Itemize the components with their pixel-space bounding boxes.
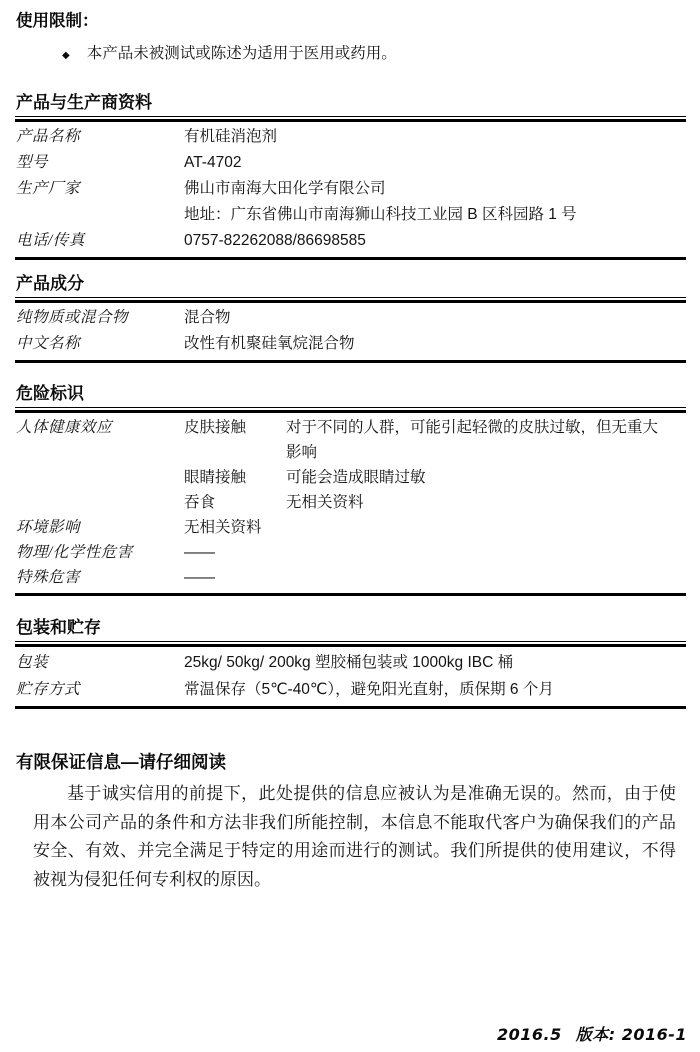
product-manufacturer-section <box>15 92 686 260</box>
row-label: 型号 <box>16 154 49 171</box>
table-row <box>16 565 686 590</box>
row-label <box>16 490 184 515</box>
table-row <box>16 305 686 331</box>
row-value: 可能会造成眼睛过敏 <box>286 469 426 486</box>
row-value: 有机硅消泡剂 <box>184 128 278 145</box>
footer-version <box>497 1022 687 1045</box>
usage-restrictions-section <box>15 11 686 66</box>
table-row <box>16 228 686 254</box>
footer-version-label: 版本: 2016-1 <box>575 1025 687 1044</box>
row-value: 25kg/ 50kg/ 200kg 塑胶桶包装或 1000kg IBC 桶 <box>184 654 514 671</box>
row-label: 贮存方式 <box>16 681 81 698</box>
row-value <box>286 540 662 565</box>
usage-restriction-text: 本产品未被测试或陈述为适用于医用或药用。 <box>86 45 397 62</box>
table-row <box>16 176 686 202</box>
row-sublabel: —— <box>184 569 215 586</box>
product-info-table <box>15 119 686 260</box>
row-value: AT-4702 <box>184 154 242 171</box>
row-label: 特殊危害 <box>16 569 81 586</box>
row-label: 物理/化学性危害 <box>16 544 133 561</box>
row-label: 包装 <box>16 654 49 671</box>
composition-table <box>15 300 686 363</box>
usage-restriction-item <box>15 43 686 66</box>
row-value: 佛山市南海大田化学有限公司 <box>184 180 386 197</box>
hazard-identification-section <box>15 383 686 596</box>
row-sublabel: 吞食 <box>184 494 216 511</box>
row-sublabel: 皮肤接触 <box>184 419 247 436</box>
row-sublabel: —— <box>184 544 215 561</box>
row-label: 中文名称 <box>16 335 81 352</box>
footer-date: 2016.5 <box>496 1025 562 1044</box>
row-label: 电话/传真 <box>16 232 85 249</box>
hazard-identification-heading: 危险标识 <box>15 383 686 408</box>
row-label: 产品名称 <box>16 128 81 145</box>
row-label <box>16 465 184 490</box>
product-composition-section <box>15 273 686 363</box>
warranty-section <box>15 751 686 894</box>
warranty-paragraph: 基于诚实信用的前提下，此处提供的信息应被认为是准确无误的。然而，由于使用本公司产品的条件和方法非我们所能控制，本信息不能取代客户为确保我们的产品安全、有效、并完全满足于特定的用途而进行的测试。我们所提供的使用建议，不得被视为侵犯任何专利权的原因。 <box>33 784 676 889</box>
table-row <box>16 515 686 540</box>
row-label: 纯物质或混合物 <box>16 309 129 326</box>
diamond-bullet-icon: ◆ <box>62 50 70 61</box>
warranty-heading: 有限保证信息—请仔细阅读 <box>16 752 226 772</box>
row-value: 改性有机聚硅氧烷混合物 <box>184 335 355 352</box>
product-composition-heading: 产品成分 <box>15 273 686 298</box>
product-manufacturer-heading: 产品与生产商资料 <box>15 92 686 117</box>
row-value: 无相关资料 <box>286 494 364 511</box>
row-value <box>286 565 662 590</box>
row-label: 生产厂家 <box>16 180 81 197</box>
packaging-table <box>15 644 686 709</box>
row-label: 环境影响 <box>16 519 81 536</box>
table-row <box>16 676 686 703</box>
usage-restrictions-heading: 使用限制： <box>16 12 99 30</box>
table-row <box>16 202 686 228</box>
row-value <box>286 515 662 540</box>
row-value: 地址：广东省佛山市南海狮山科技工业园 B 区科园路 1 号 <box>184 206 577 223</box>
row-value: 对于不同的人群，可能引起轻微的皮肤过敏，但无重大影响 <box>286 419 659 461</box>
table-row <box>16 649 686 676</box>
table-row <box>16 415 686 465</box>
table-row <box>16 331 686 357</box>
row-label <box>16 202 184 228</box>
table-row <box>16 150 686 176</box>
table-row <box>16 465 686 490</box>
packaging-storage-heading: 包装和贮存 <box>15 617 686 642</box>
row-label: 人体健康效应 <box>16 419 113 436</box>
row-value: 0757-82262088/86698585 <box>184 232 366 249</box>
table-row <box>16 540 686 565</box>
row-sublabel: 无相关资料 <box>184 519 262 536</box>
table-row <box>16 124 686 150</box>
row-value: 常温保存（5℃-40℃），避免阳光直射，质保期 6 个月 <box>184 681 554 698</box>
row-value: 混合物 <box>184 309 231 326</box>
hazard-table <box>15 410 686 596</box>
row-sublabel: 眼睛接触 <box>184 469 247 486</box>
table-row <box>16 490 686 515</box>
packaging-storage-section <box>15 617 686 709</box>
